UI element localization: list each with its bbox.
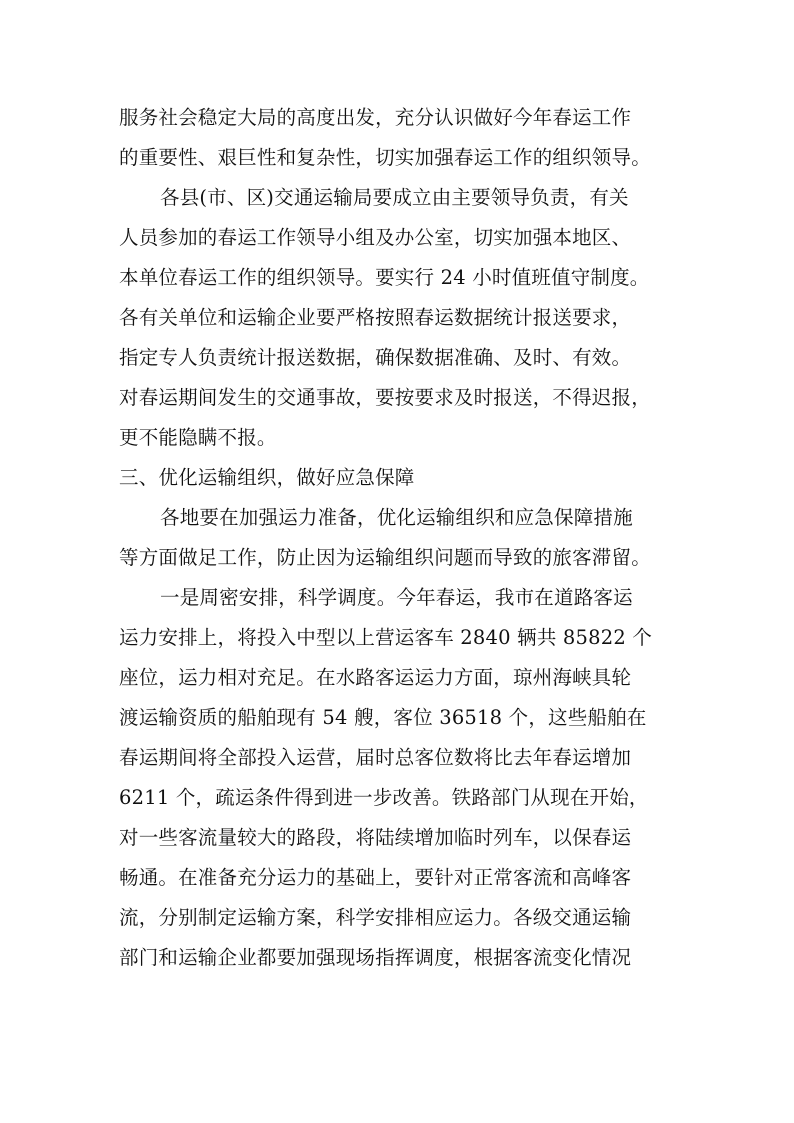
paragraph-first-line: 一是周密安排，科学调度。今年春运，我市在道路客运 [160, 586, 633, 609]
body-text-line: 本单位春运工作的组织领导。要实行 24 小时值班值守制度。 [119, 266, 650, 289]
paragraph-first-line: 各地要在加强运力准备，优化运输组织和应急保障措施 [160, 506, 633, 529]
body-text-line: 座位，运力相对充足。在水路客运运力方面，琼州海峡具轮 [119, 666, 632, 689]
body-text-line: 渡运输资质的船舶现有 54 艘，客位 36518 个，这些船舶在 [119, 706, 647, 729]
body-text-line: 部门和运输企业都要加强现场指挥调度，根据客流变化情况 [119, 946, 632, 969]
body-text-line: 春运期间将全部投入运营，届时总客位数将比去年春运增加 [119, 746, 632, 769]
body-text-line: 服务社会稳定大局的高度出发，充分认识做好今年春运工作 [119, 106, 632, 129]
body-text-line: 流，分别制定运输方案，科学安排相应运力。各级交通运输 [119, 906, 632, 929]
paragraph-first-line: 各县(市、区)交通运输局要成立由主要领导负责，有关 [160, 186, 629, 209]
body-text-line: 各有关单位和运输企业要严格按照春运数据统计报送要求， [119, 306, 632, 329]
section-heading: 三、优化运输组织，做好应急保障 [119, 466, 415, 489]
body-text-line: 人员参加的春运工作领导小组及办公室，切实加强本地区、 [119, 226, 632, 249]
body-text-line: 对一些客流量较大的路段，将陆续增加临时列车，以保春运 [119, 826, 632, 849]
body-text-line: 畅通。在准备充分运力的基础上，要针对正常客流和高峰客 [119, 866, 632, 889]
body-text-line: 等方面做足工作，防止因为运输组织问题而导致的旅客滞留。 [119, 546, 651, 569]
body-text-line: 运力安排上，将投入中型以上营运客车 2840 辆共 85822 个 [119, 626, 653, 649]
body-text-line: 更不能隐瞒不报。 [119, 426, 277, 449]
body-text-line: 的重要性、艰巨性和复杂性，切实加强春运工作的组织领导。 [119, 146, 651, 169]
body-text-line: 指定专人负责统计报送数据，确保数据准确、及时、有效。 [119, 346, 632, 369]
body-text-line: 6211 个，疏运条件得到进一步改善。铁路部门从现在开始， [119, 786, 649, 809]
body-text-line: 对春运期间发生的交通事故，要按要求及时报送，不得迟报， [119, 386, 651, 409]
